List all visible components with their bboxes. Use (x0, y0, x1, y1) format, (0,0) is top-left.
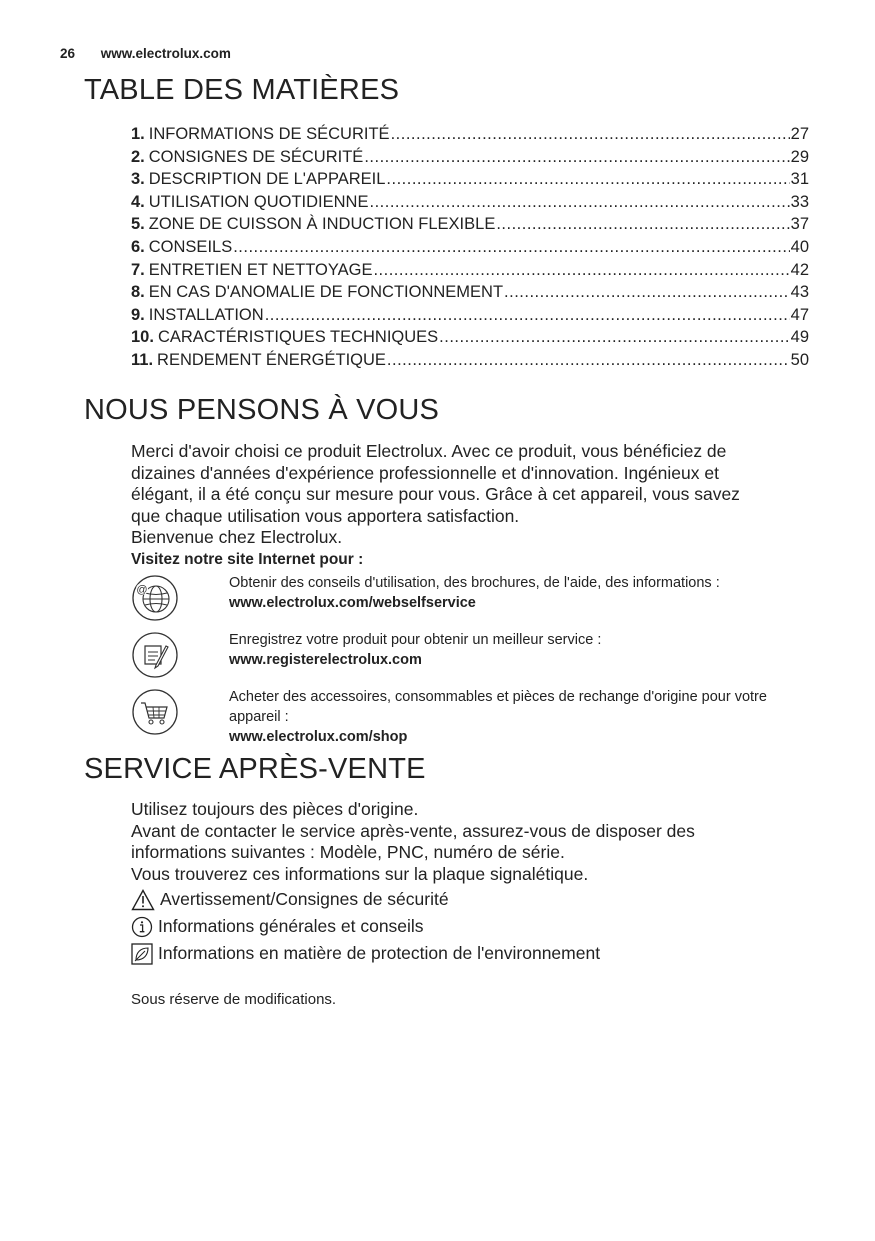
legend-info: Informations générales et conseils (131, 913, 811, 940)
toc-item[interactable]: 6. CONSEILS ..... 40 (131, 236, 809, 259)
warning-icon (131, 889, 155, 911)
toc-item[interactable]: 10. CARACTÉRISTIQUES TECHNIQUES ..... 49 (131, 326, 809, 349)
service-title: SERVICE APRÈS-VENTE (84, 753, 426, 785)
welcome-text: Merci d'avoir choisi ce produit Electrolux. Avec ce produit, vous bénéficiez de dizaines d'années d'expérience professionnelle et d'innovation. Ingénieux et élégant, il a été conçu sur mesure pour vous. Grâce à cet appareil, vous savez que chaque utilisation vous apportera satisfaction. Bienvenue chez Electrolux. Visitez notre site Internet pour : (131, 441, 811, 571)
table-of-contents (131, 123, 809, 372)
register-link[interactable]: www.registerelectrolux.com (229, 652, 422, 668)
shopping-cart-icon (131, 688, 179, 736)
toc-item[interactable]: 5. ZONE DE CUISSON À INDUCTION FLEXIBLE ..... 37 (131, 213, 809, 236)
welcome-title: NOUS PENSONS À VOUS (84, 394, 440, 426)
page-number: 26 (60, 46, 76, 61)
header-url[interactable]: www.electrolux.com (100, 46, 231, 61)
svg-text:@: @ (136, 584, 148, 596)
legend-warning: Avertissement/Consignes de sécurité (131, 886, 811, 913)
service-text: Utilisez toujours des pièces d'origine. Avant de contacter le service après-vente, assurez-vous de disposer des informations suivantes : Modèle, PNC, numéro de série. Vous trouverez ces informations sur la plaque signalétique. (131, 799, 695, 884)
toc-title: TABLE DES MATIÈRES (84, 74, 400, 106)
register-icon (131, 631, 179, 679)
toc-item[interactable]: 9. INSTALLATION ..... 47 (131, 304, 809, 327)
web-item-shop: Acheter des accessoires, consommables et pièces de rechange d'origine pour votre appareil : www.electrolux.com/shop (131, 688, 821, 748)
toc-item[interactable]: 4. UTILISATION QUOTIDIENNE ..... 33 (131, 191, 809, 214)
webselfservice-link[interactable]: www.electrolux.com/webselfservice (229, 595, 476, 611)
web-item-register: Enregistrez votre produit pour obtenir un meilleur service : www.registerelectrolux.com (131, 631, 821, 685)
disclaimer-note: Sous réserve de modifications. (131, 991, 337, 1008)
legend-environment: Informations en matière de protection de l'environnement (131, 940, 811, 967)
globe-icon (131, 574, 179, 622)
info-icon (131, 916, 153, 938)
toc-item[interactable]: 7. ENTRETIEN ET NETTOYAGE ..... 42 (131, 259, 809, 282)
page-header (60, 46, 231, 61)
service-legend (131, 886, 811, 967)
web-item-webselfservice: @ Obtenir des conseils d'utilisation, des brochures, de l'aide, des informations : www.electrolux.com/webselfservice (131, 574, 821, 628)
visit-label: Visitez notre site Internet pour : (131, 550, 364, 568)
toc-item[interactable]: 3. DESCRIPTION DE L'APPAREIL ..... 31 (131, 168, 809, 191)
toc-item[interactable]: 1. INFORMATIONS DE SÉCURITÉ ..... 27 (131, 123, 809, 146)
toc-item[interactable]: 2. CONSIGNES DE SÉCURITÉ ..... 29 (131, 146, 809, 169)
shop-link[interactable]: www.electrolux.com/shop (229, 729, 408, 745)
toc-item[interactable]: 8. EN CAS D'ANOMALIE DE FONCTIONNEMENT ..... 43 (131, 281, 809, 304)
toc-item[interactable]: 11. RENDEMENT ÉNERGÉTIQUE ..... 50 (131, 349, 809, 372)
leaf-icon (131, 943, 153, 965)
